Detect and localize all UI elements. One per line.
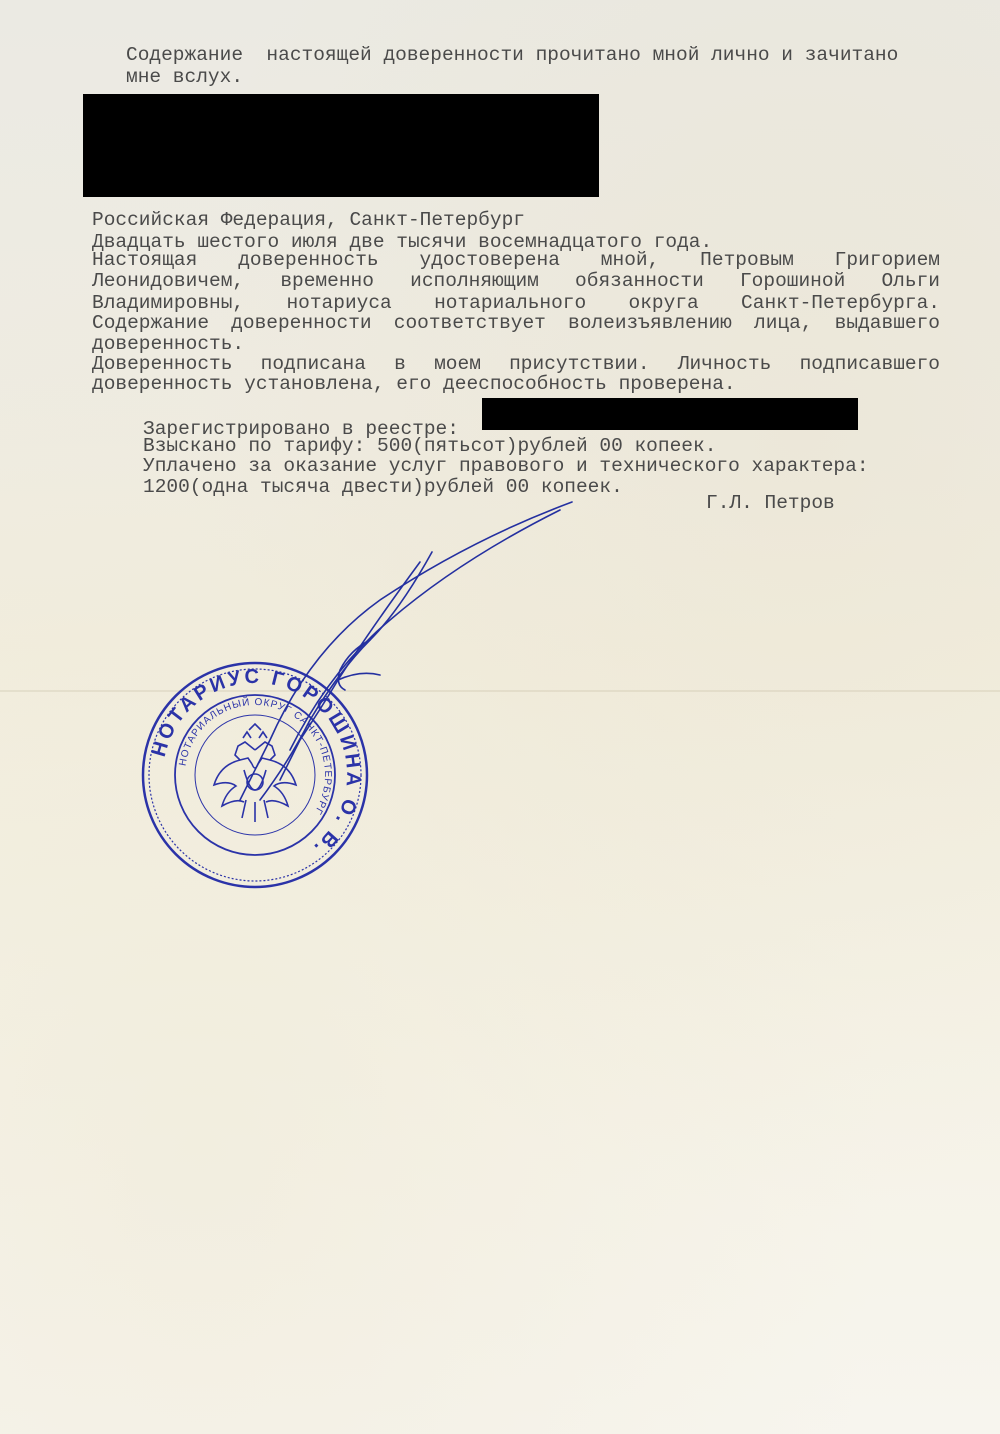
signer-name: Г.Л. Петров <box>706 492 835 514</box>
stamp-inner-text: НОТАРИАЛЬНЫЙ ОКРУГ САНКТ-ПЕТЕРБУРГ <box>177 696 334 817</box>
redaction-block <box>83 94 599 197</box>
cert-line-4: Содержание доверенности соответствует волеизъявлению лица, выдавшего <box>92 312 940 334</box>
cert-line-7: доверенность установлена, его дееспособность проверена. <box>92 373 736 395</box>
stamp-outer-text: НОТАРИУС ГОРОШИНА О. В. <box>147 665 365 862</box>
tariff-line: Взыскано по тарифу: 500(пятьсот)рублей 00 копеек. <box>143 435 717 457</box>
registry-number-redaction <box>482 398 858 430</box>
signature <box>220 500 580 820</box>
intro-line-2: мне вслух. <box>126 66 244 88</box>
cert-line-5: доверенность. <box>92 333 245 355</box>
date-line: Двадцать шестого июля две тысячи восемнадцатого года. <box>92 231 713 253</box>
services-line-2: 1200(одна тысяча двести)рублей 00 копеек. <box>143 476 623 498</box>
registry-label: Зарегистрировано в реестре: <box>143 418 459 440</box>
cert-line-6: Доверенность подписана в моем присутствии. Личность подписавшего <box>92 353 940 375</box>
cert-line-1: Настоящая доверенность удостоверена мной, Петровым Григорием <box>92 249 940 271</box>
intro-line-1: Содержание настоящей доверенности прочитано мной лично и зачитано <box>126 44 899 66</box>
services-line-1: Уплачено за оказание услуг правового и технического характера: <box>143 455 869 477</box>
cert-line-2: Леонидовичем, временно исполняющим обязанности Горошиной Ольги <box>92 270 940 292</box>
place-line: Российская Федерация, Санкт-Петербург <box>92 209 525 231</box>
cert-line-3: Владимировны, нотариуса нотариального округа Санкт-Петербурга. <box>92 292 940 314</box>
